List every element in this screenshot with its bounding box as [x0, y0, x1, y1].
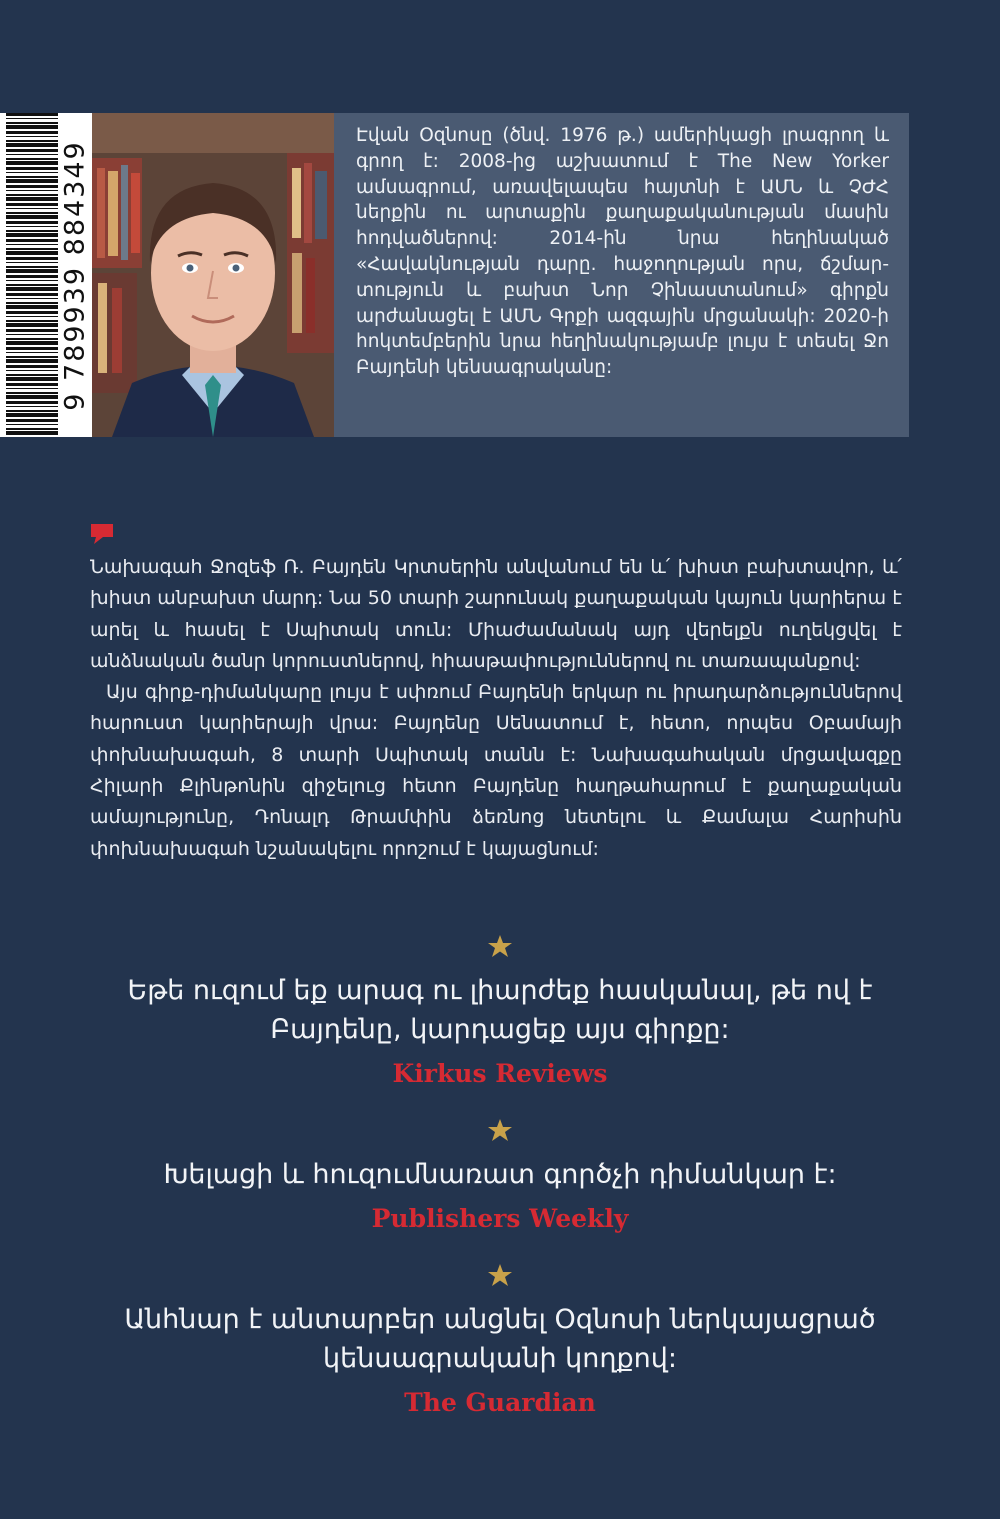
star-icon [488, 1264, 512, 1286]
author-photo [92, 113, 334, 437]
star-icon [488, 1119, 512, 1141]
review-block [80, 1264, 920, 1417]
review-quote: Անհնար է անտարբեր անցնել Օզնոսի ներկայացրած կենսագրականի կողքով: [124, 1304, 876, 1374]
barcode [0, 113, 92, 437]
quote-mark-icon [91, 524, 113, 544]
barcode-bars [6, 113, 58, 437]
review-source: Publishers Weekly [371, 1204, 629, 1233]
barcode-digits: 9 789939 884349 [59, 139, 91, 411]
description-paragraph: Այս գիրք-դիմանկարը լույս է սփռում Բայդենի երկար ու իրադարձություններով հարուստ կարիերայի վրա: Բայդենը Սենատում է, հետո, որպես Օբամայի փոխնախագահ, 8 տարի Սպիտակ տանն է: Նախագահական մրցավազքը Հիլարի Քլինթոնին զիջելուց հետո Բայդենը հաղթահարում է քաղաքական ամայությունը, Դոնալդ Թրամփին ձեռնոց նետելու և Քամալա Հարիսին փոխնախագահ նշանակելու որոշում է կայացնում: [90, 681, 902, 860]
review-source: The Guardian [404, 1388, 596, 1417]
star-icon [488, 935, 512, 957]
review-quote: Եթե ուզում եք արագ ու լիարժեք հասկանալ, թե ով է Բայդենը, կարդացեք այս գիրքը: [127, 975, 873, 1045]
review-quote: Խելացի և հուզումնառատ գործչի դիմանկար է: [163, 1159, 837, 1190]
author-bio: Էվան Օզնոսը (ծնվ. 1976 թ.) ամերիկացի լրագրող և գրող է: 2008-ից աշխատում է The New Yorker ամսագրում, առավելապես հայտնի է ԱՄՆ և ՉԺՀ ներքին ու արտաքին քաղաքականության մասին հոդվածներով: 2014-ին նրա հեղինակած «Հավակնության դարը. հաջողության որս, ճշմարտություն և բախտ Նոր Չինաստանում» գիրքն արժանացել է ԱՄՆ Գրքի ազգային մրցանակի: 2020-ի հոկտեմբերին նրա հեղինակությամբ լույս է տեսել Ջո Բայդենի կենսագրականը: [356, 125, 889, 379]
author-bio-box [334, 113, 909, 437]
review-block [80, 1119, 920, 1233]
review-source: Kirkus Reviews [392, 1059, 608, 1088]
book-description [90, 552, 902, 865]
description-paragraph: Նախագահ Ջոզեֆ Ռ. Բայդեն Կրտսերին անվանում են և՛ խիստ բախտավոր, և՛ խիստ անբախտ մարդ: Նա 50 տարի շարունակ քաղաքական կայուն կարիերա է արել և հասել է Սպիտակ տուն: Միաժամանակ այդ վերելքն ուղեկցվել է անձնական ծանր կորուստներով, հիասթափություններով ու տառապանքով: [90, 556, 902, 672]
review-block [80, 935, 920, 1088]
